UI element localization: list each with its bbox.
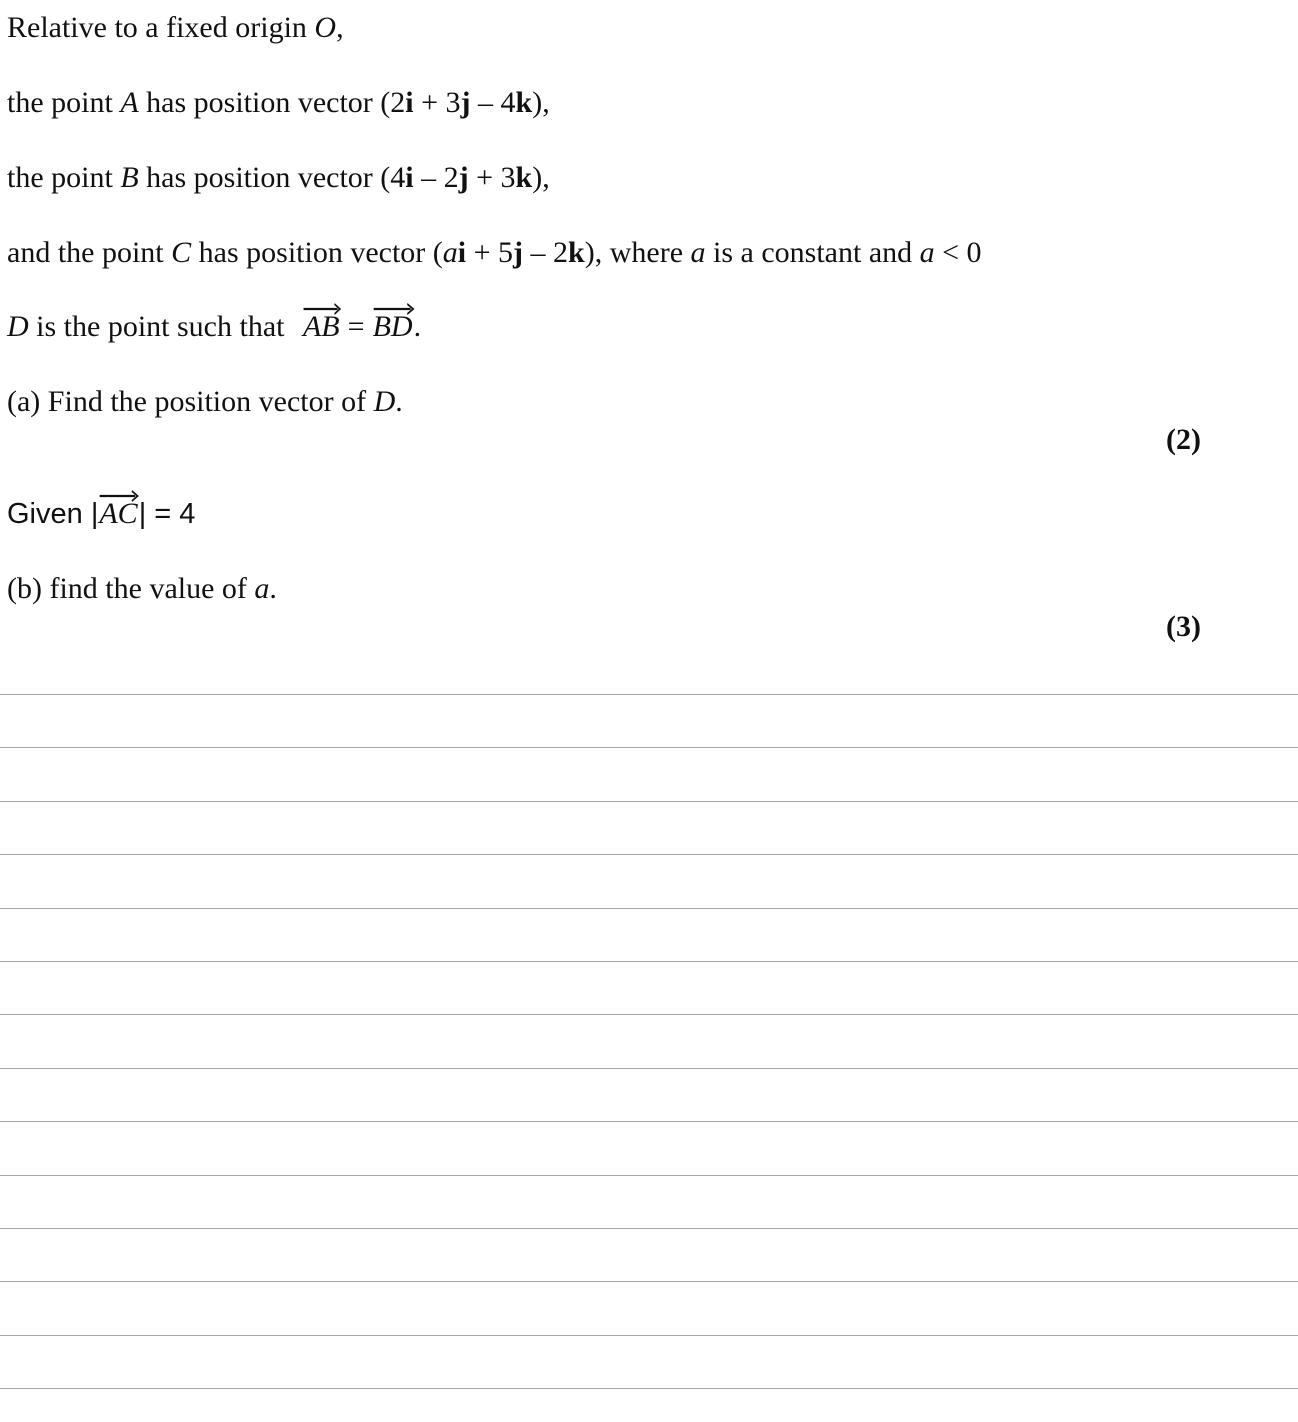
text: and the point: [7, 236, 172, 269]
answer-line[interactable]: [0, 1228, 1298, 1229]
answer-line[interactable]: [0, 1068, 1298, 1069]
question-a: [7, 384, 403, 420]
text: | = 4: [138, 498, 196, 530]
text: + 3: [413, 86, 461, 119]
answer-line[interactable]: [0, 747, 1298, 748]
unit-i: i: [405, 161, 414, 194]
point-a-line: [7, 85, 550, 121]
unit-j: j: [513, 236, 524, 269]
text: Given |: [7, 498, 99, 530]
var-c: C: [171, 236, 192, 269]
text: the point: [7, 161, 121, 194]
text: ),: [532, 86, 550, 119]
point-d-line: [7, 309, 421, 345]
answer-line[interactable]: [0, 1281, 1298, 1282]
text: .: [395, 385, 403, 418]
text: + 3: [468, 161, 516, 194]
text: – 2: [523, 236, 569, 269]
unit-i: i: [457, 236, 467, 269]
equals: =: [347, 310, 365, 343]
text: the point: [7, 86, 121, 119]
intro-line: [7, 10, 344, 46]
vector-label: AC: [99, 497, 138, 530]
text: (a) Find the position vector of: [7, 385, 374, 418]
var-a-const: a: [919, 236, 935, 269]
answer-line[interactable]: [0, 1175, 1298, 1176]
var-a-const: a: [442, 236, 458, 269]
var-a-const: a: [690, 236, 706, 269]
vector-ac: [98, 496, 138, 532]
answer-line[interactable]: [0, 854, 1298, 855]
question-b: [7, 571, 277, 607]
text: < 0: [934, 236, 982, 269]
answer-line[interactable]: [0, 1014, 1298, 1015]
answer-line[interactable]: [0, 694, 1298, 695]
point-c-line: [7, 235, 982, 271]
answer-line[interactable]: [0, 908, 1298, 909]
var-b: B: [120, 161, 139, 194]
answer-line[interactable]: [0, 1335, 1298, 1336]
text: + 5: [466, 236, 514, 269]
vector-label: AB: [302, 310, 340, 343]
unit-k: k: [515, 161, 533, 194]
text: has position vector (4: [138, 161, 406, 194]
marks-a: (2): [1166, 423, 1201, 456]
text: – 2: [413, 161, 459, 194]
answer-line[interactable]: [0, 1388, 1298, 1389]
answer-line[interactable]: [0, 801, 1298, 802]
given-line: [7, 496, 195, 532]
text: (b) find the value of: [7, 572, 255, 605]
unit-j: j: [458, 161, 469, 194]
text: .: [413, 310, 422, 343]
unit-i: i: [405, 86, 414, 119]
point-b-line: [7, 160, 550, 196]
unit-k: k: [515, 86, 533, 119]
unit-k: k: [568, 236, 585, 269]
var-a: A: [120, 86, 139, 119]
text: is a constant and: [705, 236, 920, 269]
answer-line[interactable]: [0, 1121, 1298, 1122]
var-d: D: [7, 310, 29, 343]
var-d: D: [373, 385, 396, 418]
text: has position vector (2: [138, 86, 406, 119]
text: has position vector (: [191, 236, 443, 269]
var-a-const: a: [254, 572, 270, 605]
text: ),: [532, 161, 550, 194]
vector-ab: [302, 309, 341, 345]
intro-text: Relative to a fixed origin: [7, 11, 315, 44]
marks-b: (3): [1166, 610, 1201, 643]
text: is the point such that: [28, 310, 292, 343]
text: ), where: [584, 236, 691, 269]
unit-j: j: [460, 86, 471, 119]
text: – 4: [470, 86, 516, 119]
text: .: [269, 572, 277, 605]
vector-label: BD: [372, 310, 413, 343]
intro-end: ,: [336, 11, 344, 44]
answer-line[interactable]: [0, 961, 1298, 962]
origin-var: O: [314, 11, 337, 44]
vector-bd: [372, 309, 414, 345]
